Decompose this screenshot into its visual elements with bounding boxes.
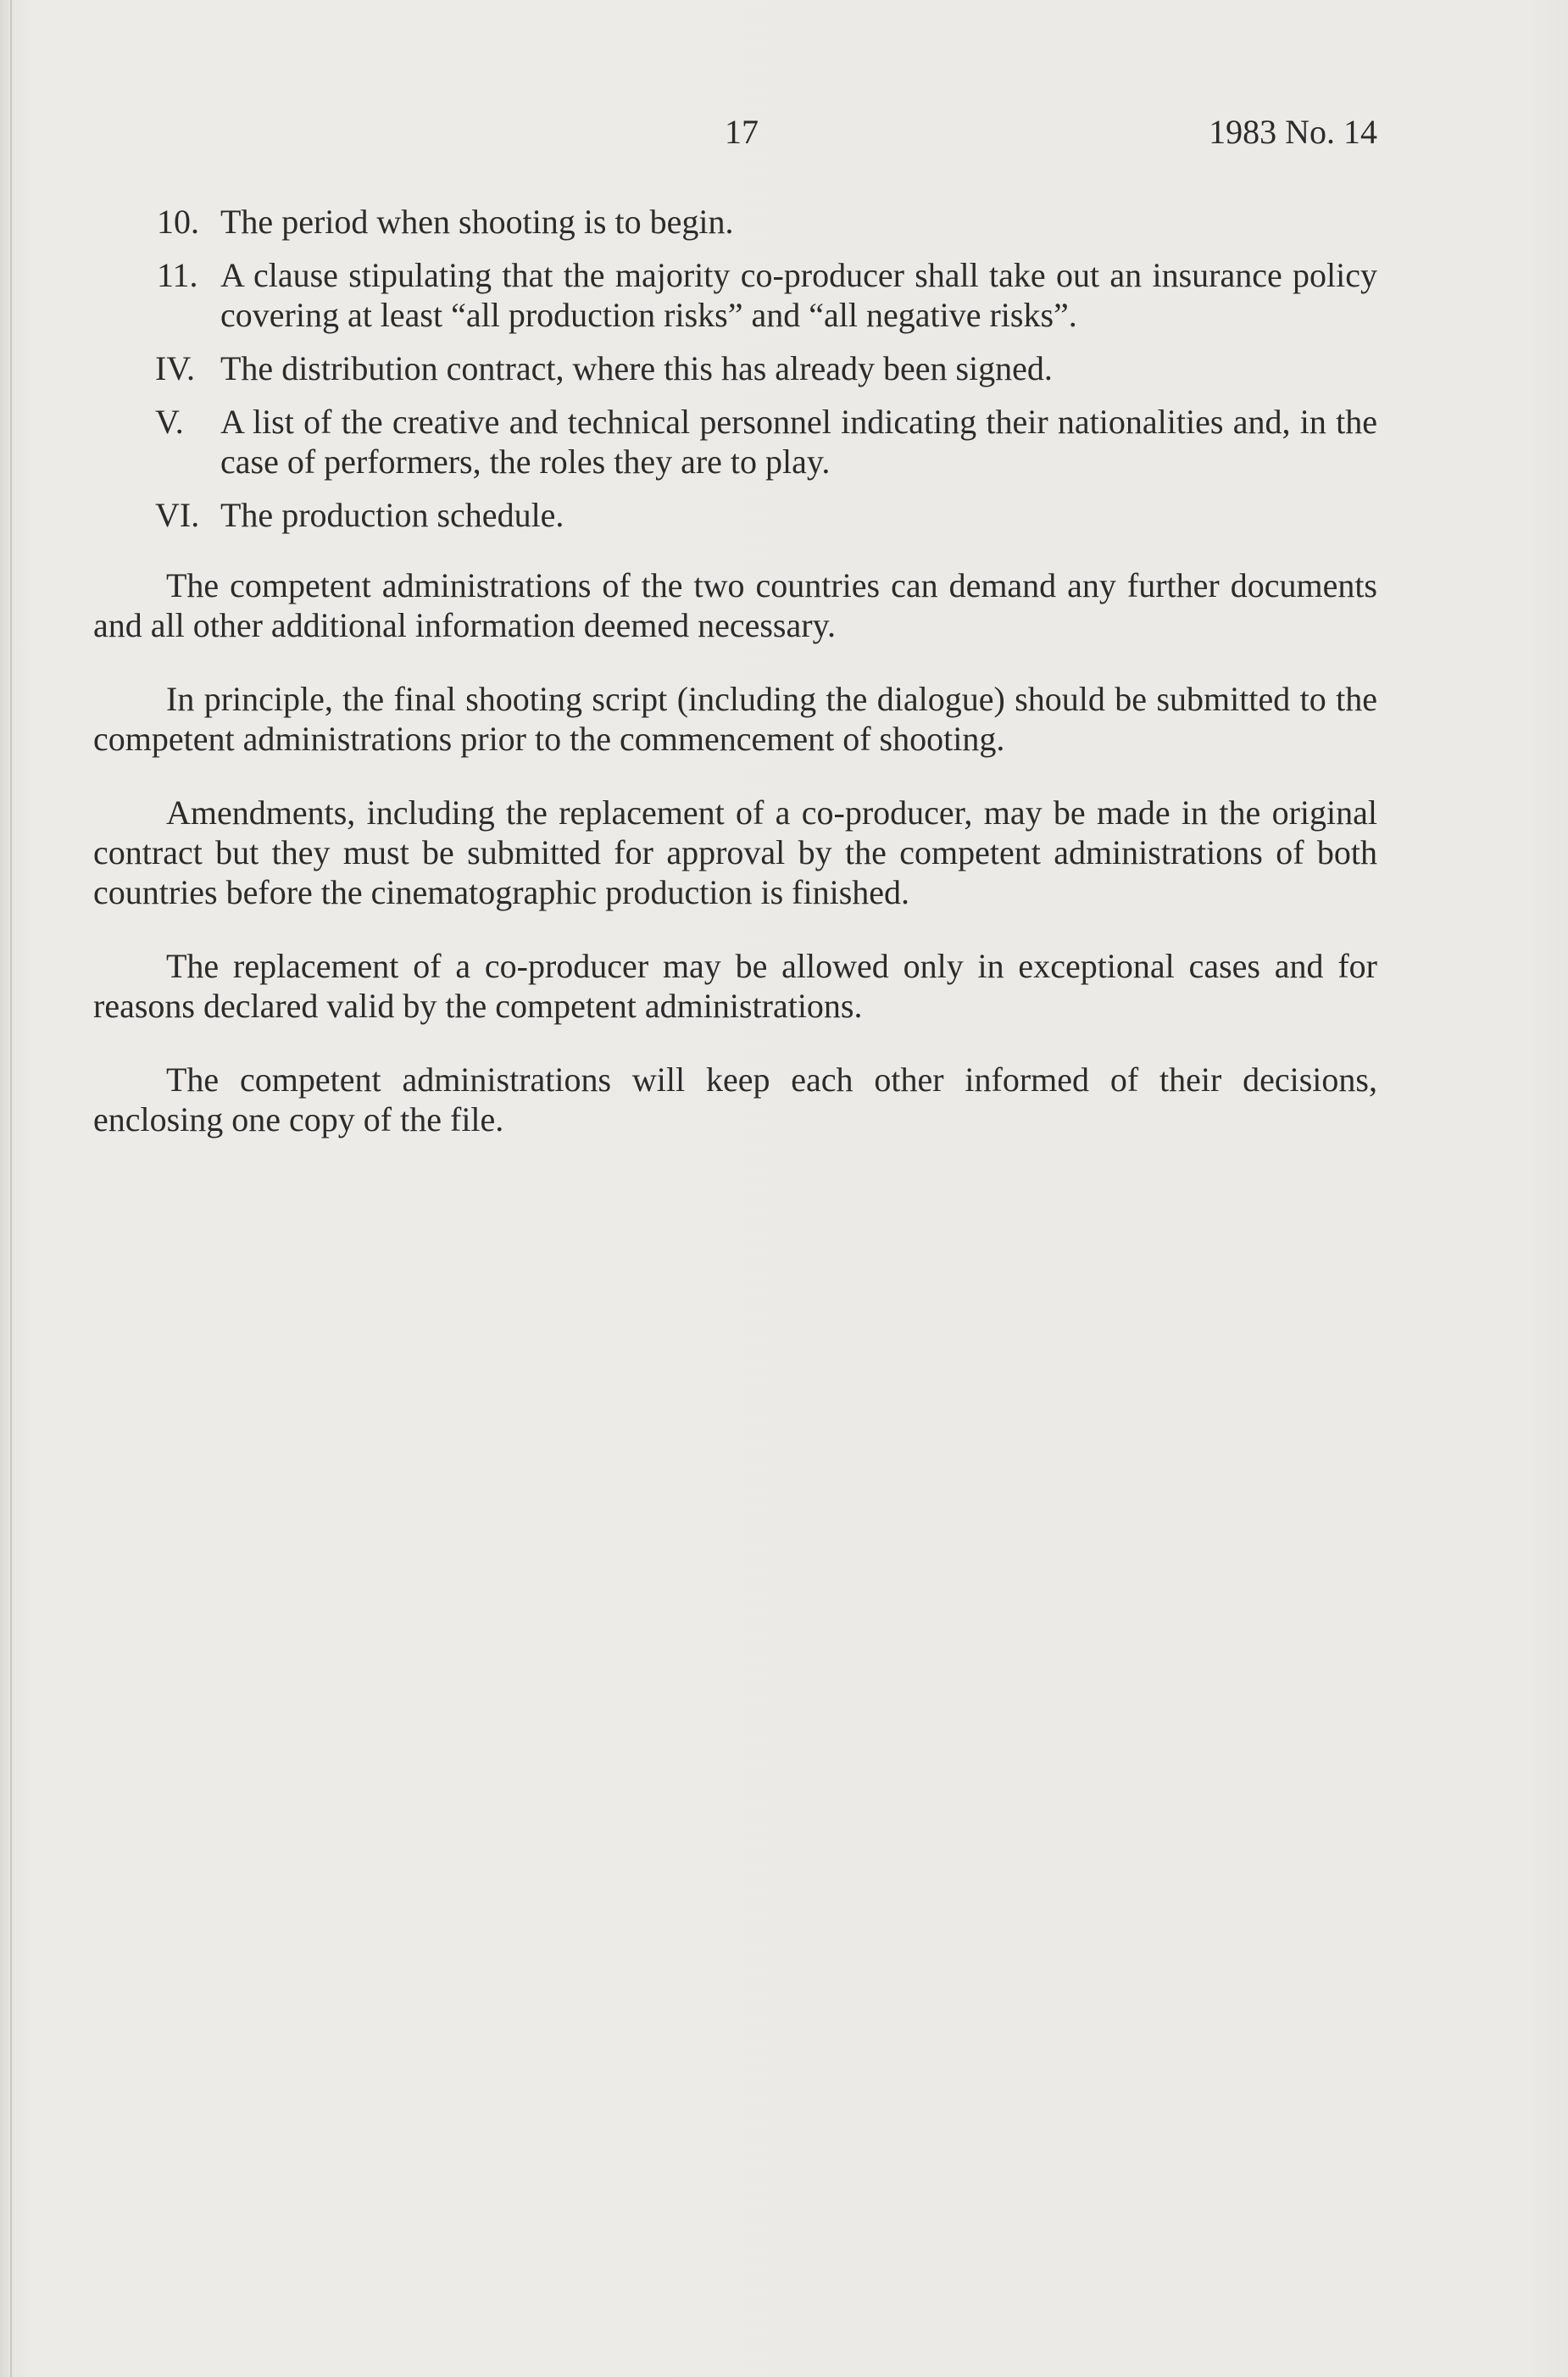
page-content <box>93 202 1377 1139</box>
list-text: The production schedule. <box>220 496 564 534</box>
paragraph: The replacement of a co-producer may be allowed only in exceptional cases and for reasons declared valid by the competent administrations. <box>93 947 1377 1025</box>
page-edge <box>10 0 12 2377</box>
paragraph: Amendments, including the replacement of a co-producer, may be made in the original contract but they must be submitted for approval by the competent administrations of both countries before the cinematographic production is finished. <box>93 793 1377 911</box>
list-marker: 10. <box>157 203 199 241</box>
list-marker: IV. <box>155 349 196 387</box>
paragraph: The competent administrations will keep each other informed of their decisions, enclosing one copy of the file. <box>93 1060 1377 1138</box>
page-number: 17 <box>725 113 759 151</box>
list-item <box>93 348 1377 388</box>
list-text: A clause stipulating that the majority co-producer shall take out an insurance policy covering at least “all production risks” and “all negative risks”. <box>220 256 1377 334</box>
list-item <box>93 495 1377 535</box>
list-marker: V. <box>155 403 184 441</box>
paragraph: In principle, the final shooting script (including the dialogue) should be submitted to the competent administrations prior to the commencement of shooting. <box>93 680 1377 758</box>
list-item <box>93 402 1377 482</box>
paragraph: The competent administrations of the two countries can demand any further documents and all other additional information deemed necessary. <box>93 566 1377 644</box>
list-text: The period when shooting is to begin. <box>220 203 734 241</box>
page-header <box>93 112 1377 154</box>
list-item <box>93 202 1377 242</box>
requirements-list <box>93 202 1377 535</box>
running-head: 1983 No. 14 <box>1209 113 1377 151</box>
list-marker: 11. <box>157 256 198 294</box>
list-text: A list of the creative and technical personnel indicating their nationalities and, in the case of performers, the roles they are to play. <box>220 403 1377 481</box>
list-text: The distribution contract, where this has already been signed. <box>220 349 1053 387</box>
list-item <box>93 255 1377 335</box>
list-marker: VI. <box>155 496 200 534</box>
